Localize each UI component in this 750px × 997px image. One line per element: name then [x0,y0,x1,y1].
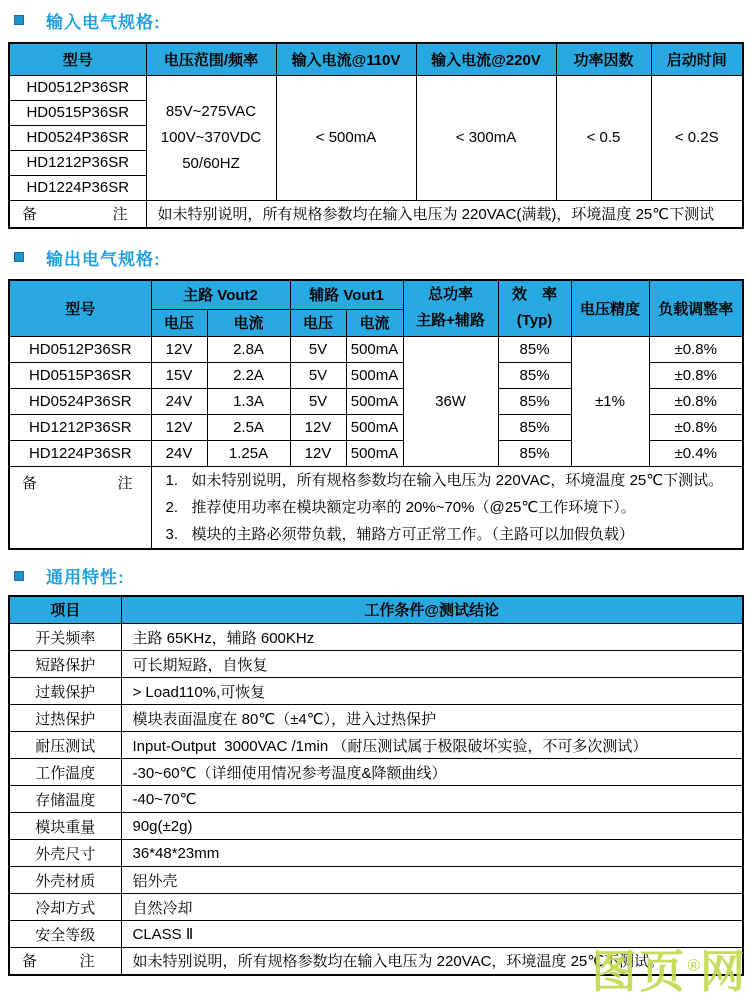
item-value: CLASS Ⅱ [121,921,743,948]
main-current-cell: 2.2A [207,362,290,388]
item-label: 开关频率 [9,624,121,651]
aux-current-cell: 500mA [346,336,403,362]
section-title-text: 输入电气规格: [46,12,161,32]
item-label: 外壳尺寸 [9,840,121,867]
table-row [9,867,743,894]
remark-row [9,948,743,975]
startup-time-cell: < 0.2S [651,75,743,200]
section-title-text: 通用特性: [46,568,125,587]
table-row [9,732,743,759]
efficiency-line1: 效 率 [512,286,558,304]
total-power-line1: 总功率 [428,286,474,304]
main-voltage-cell: 12V [151,414,207,440]
square-bullet-icon [14,571,24,581]
header-cell-model: 型号 [9,43,146,75]
model-cell: HD0515P36SR [9,100,146,125]
table-row [9,786,743,813]
output-table-header-row-1 [9,280,743,309]
item-label: 存储温度 [9,786,121,813]
item-value: 铝外壳 [121,867,743,894]
total-power-line2: 主路+辅路 [416,312,485,330]
aux-voltage-cell: 12V [290,440,346,466]
table-row [9,624,743,651]
header-cell-aux-output: 辅路 Vout1 [290,280,403,309]
total-power-cell: 36W [403,336,498,466]
section-title-general [14,566,750,586]
item-value: > Load110%,可恢复 [121,678,743,705]
model-cell: HD0524P36SR [9,388,151,414]
aux-current-cell: 500mA [346,414,403,440]
item-label: 外壳材质 [9,867,121,894]
general-table-header-row [9,596,743,624]
model-cell: HD1212P36SR [9,414,151,440]
item-label: 模块重量 [9,813,121,840]
aux-voltage-cell: 5V [290,388,346,414]
table-row [9,894,743,921]
remark-label-cell [9,200,146,228]
item-value: 主路 65KHz，辅路 600KHz [121,624,743,651]
efficiency-cell: 85% [498,336,571,362]
remark-item [152,494,743,521]
header-cell-main-output: 主路 Vout2 [151,280,290,309]
aux-voltage-cell: 12V [290,414,346,440]
table-row [9,75,743,100]
header-cell-total-power [403,280,498,336]
efficiency-cell: 85% [498,388,571,414]
remark-text: 推荐使用功率在模块额定功率的 20%~70%（@25℃工作环境下）。 [191,498,636,516]
remark-text: 模块的主路必须带负载，辅路方可正常工作。（主路可以加假负载） [191,525,635,543]
spec-sheet-page [0,10,750,997]
header-cell-power-factor: 功率因数 [556,43,651,75]
table-row [9,651,743,678]
section-title-output [14,247,750,267]
remark-label-right: 注 [79,953,95,971]
main-voltage-cell: 15V [151,362,207,388]
header-cell-current-220v: 输入电流@220V [416,43,556,75]
subheader-voltage: 电压 [151,309,207,336]
remark-label-cell [9,948,121,975]
aux-voltage-cell: 5V [290,362,346,388]
remark-label-cell [9,466,151,549]
item-value: 90g(±2g) [121,813,743,840]
main-voltage-cell: 24V [151,388,207,414]
table-row [9,678,743,705]
model-cell: HD1212P36SR [9,150,146,175]
header-cell-current-110v: 输入电流@110V [276,43,416,75]
remark-label-left: 备 [22,474,38,492]
table-row [9,813,743,840]
item-value: 自然冷却 [121,894,743,921]
item-label: 安全等级 [9,921,121,948]
input-spec-table [8,42,744,229]
header-cell-efficiency [498,280,571,336]
remark-number: 3. [165,525,179,543]
remark-item [152,521,743,548]
header-cell-condition: 工作条件@测试结论 [121,596,743,624]
header-cell-model: 型号 [9,280,151,336]
current-110v-cell: < 500mA [276,75,416,200]
item-value: Input-Output 3000VAC /1min （耐压测试属于极限破坏实验，不可多次测试） [121,732,743,759]
remark-label-left: 备 [22,206,38,224]
section-title-input [14,10,750,30]
item-label: 耐压测试 [9,732,121,759]
table-row [9,759,743,786]
remark-item [152,467,743,494]
voltage-range-line: 50/60HZ [182,154,240,172]
section-title-text: 输出电气规格: [46,249,161,269]
aux-current-cell: 500mA [346,388,403,414]
load-regulation-cell: ±0.8% [649,336,743,362]
model-cell: HD1224P36SR [9,175,146,200]
table-row [9,840,743,867]
header-cell-voltage-range: 电压范围/频率 [146,43,276,75]
load-regulation-cell: ±0.4% [649,440,743,466]
load-regulation-cell: ±0.8% [649,388,743,414]
main-voltage-cell: 12V [151,336,207,362]
header-cell-item: 项目 [9,596,121,624]
main-current-cell: 1.25A [207,440,290,466]
voltage-range-line: 100V~370VDC [160,128,262,146]
general-spec-table [8,595,744,976]
aux-voltage-cell: 5V [290,336,346,362]
item-value: 36*48*23mm [121,840,743,867]
voltage-accuracy-cell: ±1% [571,336,649,466]
load-regulation-cell: ±0.8% [649,414,743,440]
item-label: 短路保护 [9,651,121,678]
item-label: 过热保护 [9,705,121,732]
item-value: 模块表面温度在 80℃（±4℃），进入过热保护 [121,705,743,732]
model-cell: HD0524P36SR [9,125,146,150]
watermark-text-1: 图页 [591,946,688,997]
item-value: 可长期短路，自恢复 [121,651,743,678]
table-row [9,705,743,732]
main-current-cell: 1.3A [207,388,290,414]
remark-label-right: 注 [117,474,133,492]
current-220v-cell: < 300mA [416,75,556,200]
remark-list-cell [151,466,743,549]
remark-text: 如未特别说明，所有规格参数均在输入电压为 220VAC(满载)，环境温度 25℃下测试 [146,200,743,228]
efficiency-cell: 85% [498,362,571,388]
remark-label-right: 注 [112,206,128,224]
input-table-header-row [9,43,743,75]
efficiency-cell: 85% [498,440,571,466]
output-spec-table [8,279,744,550]
voltage-range-line: 85V~275VAC [165,102,257,120]
table-row [9,921,743,948]
header-cell-load-regulation: 负载调整率 [649,280,743,336]
main-current-cell: 2.8A [207,336,290,362]
model-cell: HD0512P36SR [9,75,146,100]
remark-text: 如未特别说明，所有规格参数均在输入电压为 220VAC，环境温度 25℃下测试。 [121,948,743,975]
main-voltage-cell: 24V [151,440,207,466]
model-cell: HD0515P36SR [9,362,151,388]
registered-trademark-icon: ® [687,956,700,975]
load-regulation-cell: ±0.8% [649,362,743,388]
efficiency-line2: (Typ) [516,312,553,330]
model-cell: HD0512P36SR [9,336,151,362]
aux-current-cell: 500mA [346,440,403,466]
model-cell: HD1224P36SR [9,440,151,466]
subheader-current: 电流 [346,309,403,336]
watermark-text-2: 网 [699,946,748,997]
table-row [9,336,743,362]
remark-label-left: 备 [22,953,38,971]
item-value: -40~70℃ [121,786,743,813]
remark-text: 如未特别说明，所有规格参数均在输入电压为 220VAC，环境温度 25℃下测试。 [191,471,724,489]
remark-row [9,200,743,228]
square-bullet-icon [14,252,24,262]
remark-number: 2. [165,498,179,516]
header-cell-startup-time: 启动时间 [651,43,743,75]
remark-row [9,466,743,549]
item-label: 过载保护 [9,678,121,705]
remark-number: 1. [165,471,179,489]
power-factor-cell: < 0.5 [556,75,651,200]
header-cell-voltage-accuracy: 电压精度 [571,280,649,336]
aux-current-cell: 500mA [346,362,403,388]
subheader-current: 电流 [207,309,290,336]
item-label: 冷却方式 [9,894,121,921]
main-current-cell: 2.5A [207,414,290,440]
efficiency-cell: 85% [498,414,571,440]
voltage-range-cell [146,75,276,200]
item-label: 工作温度 [9,759,121,786]
square-bullet-icon [14,15,24,25]
subheader-voltage: 电压 [290,309,346,336]
item-value: -30~60℃（详细使用情况参考温度&降额曲线） [121,759,743,786]
